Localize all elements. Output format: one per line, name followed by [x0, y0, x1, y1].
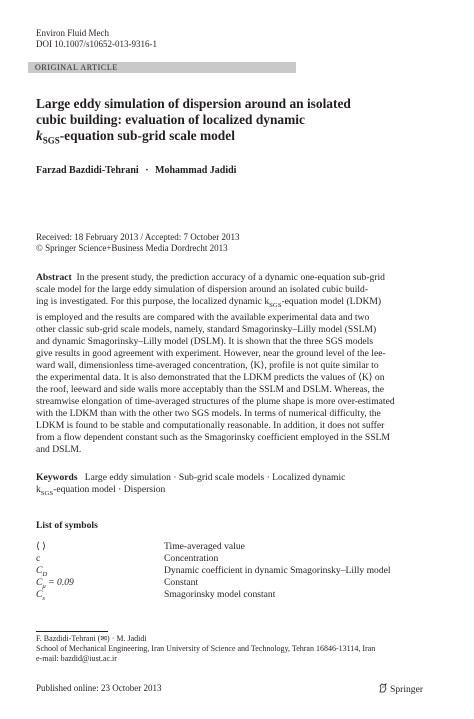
symbol-row	[36, 577, 438, 589]
symbol-definition: Dynamic coefficient in dynamic Smagorinsky–Lilly model	[164, 565, 391, 576]
abstract-line: and dynamic Smagorinsky–Lilly model (DSLM). It is shown that the three SGS models	[36, 335, 374, 347]
symbol-row	[36, 589, 438, 601]
abstract-line: ward wall, dimensionless time-averaged concentration, ⟨K⟩, profile is not quite similar to	[36, 359, 379, 371]
author-2: Mohammad Jadidi	[155, 165, 237, 176]
title-line-1: Large eddy simulation of dispersion around an isolated	[36, 96, 351, 111]
abstract-line: In the present study, the prediction accuracy of a dynamic one-equation sub-grid	[76, 272, 385, 283]
keywords-line-2: $k_{SGS}$-equation model · Dispersion	[36, 484, 166, 497]
affiliation-address: School of Mechanical Engineering, Iran University of Science and Technology, Tehran 16846-13114, Iran	[36, 644, 376, 653]
author-1: Farzad Bazdidi-Tehrani	[36, 165, 139, 176]
abstract-line: other classic sub-grid scale models, namely, standard Smagorinsky–Lilly model (SSLM)	[36, 323, 377, 335]
received-accepted: Received: 18 February 2013 / Accepted: 7 October 2013	[36, 232, 240, 242]
title-line-3-rest: -equation sub-grid scale model	[59, 128, 235, 143]
abstract-line: streamwise elongation of time-averaged structures of the plume shape is more over-estimated	[36, 395, 395, 407]
affiliation-email[interactable]: e-mail: bazdid@iust.ac.ir	[36, 654, 117, 663]
affiliation-authors: F. Bazdidi-Tehrani (✉) · M. Jadidi	[36, 634, 147, 643]
abstract-line: is employed and the results are compared with the available experimental data and two	[36, 311, 370, 323]
abstract-line: scale model for the large eddy simulation of dispersion around an isolated cubic build-	[36, 284, 369, 295]
abstract-line: ing is investigated. For this purpose, the localized dynamic $k_{SGS}$-equation model (LDKM)	[36, 296, 382, 309]
article-dates	[36, 232, 239, 254]
keywords-line-1: Large eddy simulation · Sub-grid scale models · Localized dynamic	[84, 472, 346, 483]
keywords-heading: Keywords	[36, 472, 78, 483]
list-of-symbols-heading: List of symbols	[36, 520, 98, 531]
title-line-2: cubic building: evaluation of localized dynamic	[36, 112, 305, 127]
keywords	[36, 472, 438, 500]
springer-logo	[378, 683, 423, 695]
abstract-line: the roof, leeward and side walls more acceptably than the SSLM and DSLM. Whereas, the	[36, 383, 385, 395]
symbol-definition: Time-averaged value	[164, 541, 245, 552]
symbol-definition: Constant	[164, 577, 199, 588]
author-separator: ·	[145, 165, 149, 176]
symbol: $C_s$	[36, 589, 46, 602]
abstract-line: and DSLM.	[36, 443, 82, 455]
abstract-line: from a flow dependent constant such as the Smagorinsky coefficient employed in the SSLM	[36, 431, 390, 443]
authors	[36, 165, 236, 176]
abstract-line: give results in good agreement with experiment. However, near the ground level of the lee-	[36, 347, 386, 359]
symbol: $C_D$	[36, 565, 48, 578]
title-line-3	[36, 128, 436, 149]
title-k: k	[36, 128, 43, 143]
abstract-line: with the LDKM than with the other two SGS models. In terms of numerical difficulty, the	[36, 407, 381, 419]
journal-name: Environ Fluid Mech	[36, 28, 109, 38]
paper-title	[36, 96, 436, 149]
symbol-row	[36, 541, 438, 553]
abstract-line: the experimental data. It is also demonstrated that the LDKM predicts the values of ⟨K⟩ on	[36, 371, 385, 383]
doi: DOI 10.1007/s10652-013-9316-1	[36, 39, 157, 49]
symbol-definition: Smagorinsky model constant	[164, 589, 276, 600]
article-type-banner: ORIGINAL ARTICLE	[28, 62, 296, 73]
footnote-rule	[36, 631, 108, 632]
symbol-row	[36, 565, 438, 577]
journal-info	[36, 28, 157, 50]
symbol: c	[36, 553, 41, 564]
symbol-definition: Concentration	[164, 553, 219, 564]
affiliation	[36, 634, 438, 664]
published-online: Published online: 23 October 2013	[36, 683, 162, 693]
abstract	[36, 272, 438, 456]
symbol: ⟨ ⟩	[36, 541, 46, 552]
abstract-line: LDKM is found to be stable and computationally reasonable. In addition, it does not suffer	[36, 419, 385, 431]
symbol-row	[36, 553, 438, 565]
springer-horse-icon	[378, 683, 388, 693]
publisher-name: Springer	[390, 684, 424, 695]
title-k-sub: SGS	[42, 135, 60, 146]
symbol: $C_\mu = 0.09$	[36, 577, 74, 590]
abstract-heading: Abstract	[36, 272, 72, 283]
copyright: © Springer Science+Business Media Dordrecht 2013	[36, 243, 228, 253]
